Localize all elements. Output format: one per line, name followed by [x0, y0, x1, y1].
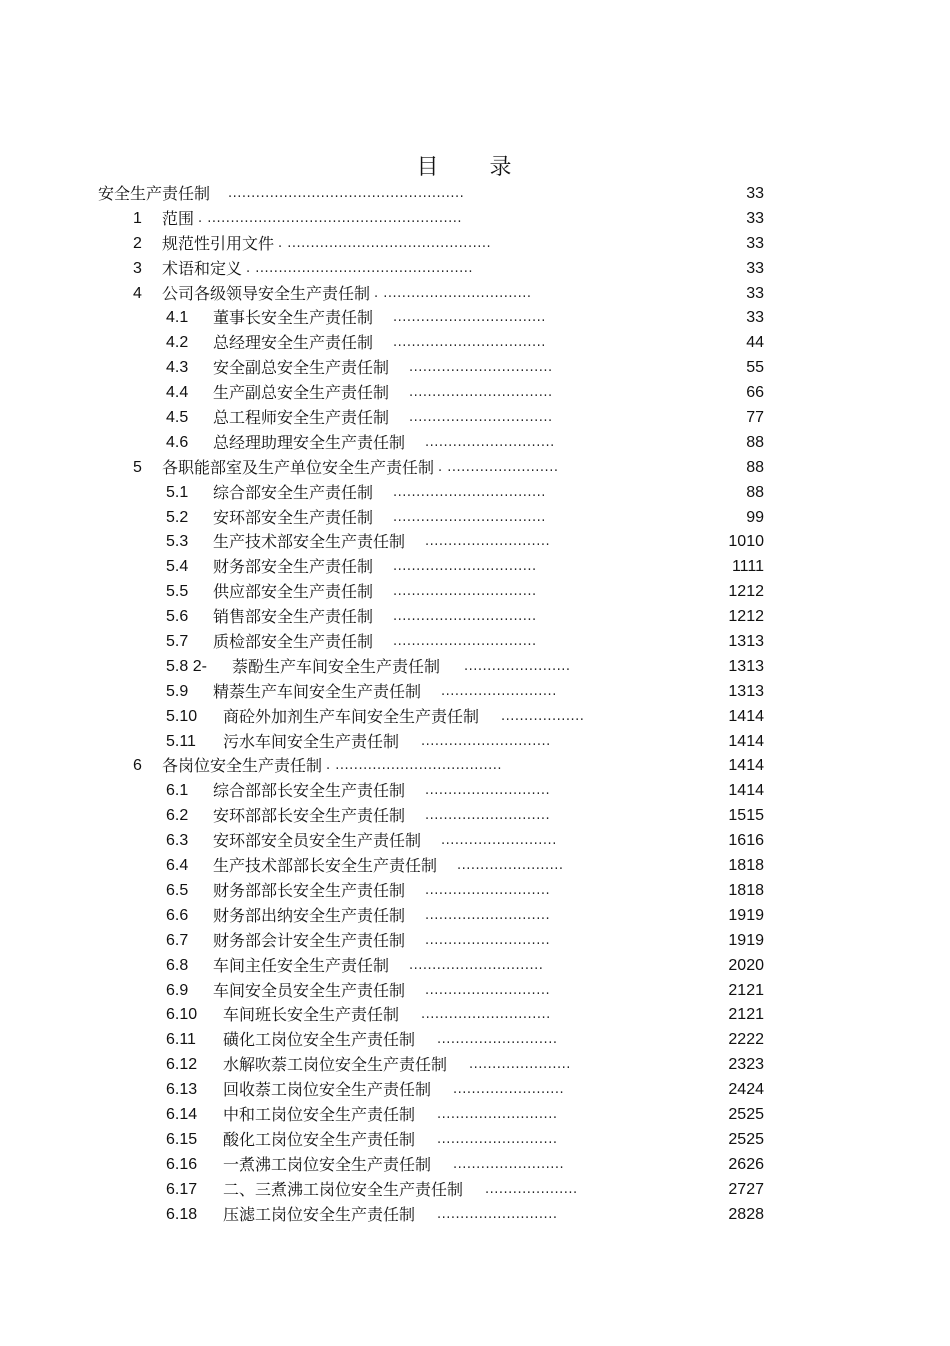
toc-entry-number: 6.14 [166, 1105, 198, 1123]
toc-entry-title: 精萘生产车间安全生产责任制 [213, 681, 422, 701]
toc-entry-page: 2626 [728, 1155, 764, 1173]
toc-entry-page: 88 [746, 433, 764, 451]
toc-entry[interactable] [0, 754, 950, 779]
toc-entry[interactable] [0, 1053, 950, 1078]
toc-entry-leader: ............................... [393, 559, 537, 575]
toc-entry-title: 中和工岗位安全生产责任制 [223, 1104, 416, 1124]
toc-entry-title: 各职能部室及生产单位安全生产责任制 [162, 457, 435, 477]
toc-entry-number: 6.11 [166, 1031, 196, 1049]
toc-entry-title: 安全生产责任制 [98, 184, 211, 203]
toc-entry-leader: ............................... [409, 410, 553, 426]
toc-entry[interactable] [0, 1028, 950, 1053]
toc-entry-number: 4 [133, 284, 142, 302]
toc-entry-number: 6.13 [166, 1081, 198, 1099]
toc-entry-number: 5.1 [166, 483, 189, 501]
toc-entry-title: 财务部出纳安全生产责任制 [213, 905, 406, 925]
toc-entry-page: 1414 [728, 707, 764, 725]
toc-entry-page: 66 [746, 384, 764, 402]
toc-entry[interactable] [0, 929, 950, 954]
toc-entry-title: 车间安全员安全生产责任制 [213, 980, 406, 1000]
toc-entry[interactable] [0, 580, 950, 605]
toc-entry-number: 5.4 [166, 558, 189, 576]
toc-entry[interactable] [0, 730, 950, 755]
toc-entry-title: 总经理安全生产责任制 [213, 333, 374, 353]
toc-entry-leader: ............................... [409, 385, 553, 401]
toc-entry[interactable] [0, 331, 950, 356]
toc-entry-page: 2828 [728, 1205, 764, 1223]
toc-entry-leader: ............................ [425, 434, 555, 450]
toc-entry-page: 33 [746, 259, 764, 277]
toc-entry-title: 各岗位安全生产责任制 [162, 756, 323, 776]
toc-entry-page: 2525 [728, 1105, 764, 1123]
page-title: 目 录 [416, 155, 534, 180]
toc-entry-leader: ........................... [425, 882, 551, 898]
toc-entry-title: 水解吹萘工岗位安全生产责任制 [223, 1055, 448, 1075]
toc-entry-title: 安全副总安全生产责任制 [213, 358, 390, 378]
toc-entry-title: 磺化工岗位安全生产责任制 [223, 1030, 416, 1050]
toc-entry-page: 1313 [728, 633, 764, 651]
toc-entry-page: 88 [746, 483, 764, 501]
toc-entry-number: 6.9 [166, 981, 189, 999]
toc-entry-page: 33 [746, 234, 764, 252]
toc-entry-number: 6.4 [166, 857, 189, 875]
toc-entry[interactable] [0, 555, 950, 580]
toc-entry-leader: ......................... [441, 683, 557, 699]
toc-entry[interactable] [0, 1203, 950, 1228]
toc-entry-page: 1818 [728, 857, 764, 875]
toc-entry-title: 财务部会计安全生产责任制 [213, 930, 406, 950]
toc-entry-page: 1515 [728, 807, 764, 825]
toc-entry-page: 2121 [728, 981, 764, 999]
toc-entry-leader: ........................... [425, 907, 551, 923]
toc-entry-title: 生产技术部安全生产责任制 [213, 532, 406, 552]
toc-entry-title: 总经理助理安全生产责任制 [213, 432, 406, 452]
toc-entry-leader: ........................... [425, 534, 551, 550]
toc-entry-title: 供应部安全生产责任制 [213, 582, 374, 602]
toc-entry-number: 5.11 [166, 732, 196, 750]
toc-entry-page: 1818 [728, 881, 764, 899]
toc-entry-title: 安环部部长安全生产责任制 [213, 806, 406, 826]
toc-entry-leader: .......................... [437, 1206, 558, 1222]
toc-list [0, 182, 950, 1227]
toc-entry-page: 2121 [728, 1006, 764, 1024]
toc-entry-page: 1919 [728, 906, 764, 924]
toc-entry-title: 一煮沸工岗位安全生产责任制 [223, 1154, 432, 1174]
toc-entry-number: 3 [133, 259, 142, 277]
toc-entry[interactable] [0, 1178, 950, 1203]
toc-entry-page: 2727 [728, 1180, 764, 1198]
toc-entry-number: 6.7 [166, 931, 189, 949]
toc-entry[interactable] [0, 232, 950, 257]
toc-entry[interactable] [0, 356, 950, 381]
toc-entry-leader: ............................ [421, 733, 551, 749]
toc-entry-number: 4.1 [166, 309, 189, 327]
toc-entry-number: 6.15 [166, 1130, 198, 1148]
toc-entry-number: 4.2 [166, 334, 189, 352]
toc-entry-number: 5.5 [166, 583, 189, 601]
toc-entry-leader: .......................... [437, 1106, 558, 1122]
toc-entry-leader: ............................... [393, 634, 537, 650]
toc-entry-number: 6.3 [166, 832, 189, 850]
toc-entry-number: 5 [133, 458, 142, 476]
toc-entry-page: 2424 [728, 1081, 764, 1099]
toc-entry-number: 6.6 [166, 906, 189, 924]
toc-entry[interactable] [0, 1078, 950, 1103]
toc-entry-title: 压滤工岗位安全生产责任制 [223, 1204, 416, 1224]
toc-entry-number: 5.3 [166, 533, 189, 551]
toc-entry-title: 公司各级领导安全生产责任制 [162, 283, 371, 303]
toc-entry[interactable] [0, 282, 950, 307]
toc-entry-leader: ............................... [393, 609, 537, 625]
toc-entry-title: 术语和定义 [162, 258, 243, 278]
toc-entry-number: 6.10 [166, 1006, 198, 1024]
toc-entry-leader: ................................. [393, 310, 546, 326]
toc-entry-title: 酸化工岗位安全生产责任制 [223, 1129, 416, 1149]
toc-entry-leader: ......................... [441, 833, 557, 849]
toc-entry-title: 规范性引用文件 [162, 233, 275, 253]
toc-entry[interactable] [0, 381, 950, 406]
toc-entry-leader: ................................. [393, 509, 546, 525]
toc-entry[interactable] [0, 257, 950, 282]
toc-entry-leader: ........................... [425, 932, 551, 948]
toc-entry-number: 4.4 [166, 384, 189, 402]
toc-entry-page: 1313 [728, 682, 764, 700]
toc-entry-title: 综合部安全生产责任制 [213, 482, 374, 502]
toc-entry[interactable] [0, 456, 950, 481]
toc-entry-leader: .......................... [437, 1032, 558, 1048]
toc-entry-title: 安环部安全生产责任制 [213, 507, 374, 527]
toc-entry[interactable] [0, 954, 950, 979]
toc-entry-leader: ............................... [409, 360, 553, 376]
toc-entry-number: 6.5 [166, 881, 189, 899]
toc-entry[interactable] [0, 207, 950, 232]
toc-entry-page: 1313 [728, 657, 764, 675]
toc-entry-leader: . ........................ [438, 459, 559, 475]
toc-entry-leader: ........................... [425, 808, 551, 824]
toc-entry[interactable] [0, 1003, 950, 1028]
toc-entry-number: 4.3 [166, 359, 189, 377]
toc-entry[interactable] [0, 1153, 950, 1178]
toc-entry-title: 综合部部长安全生产责任制 [213, 781, 406, 801]
toc-entry-number: 1 [133, 209, 142, 227]
toc-entry[interactable] [0, 406, 950, 431]
toc-entry-title: 车间班长安全生产责任制 [223, 1005, 400, 1025]
toc-entry-number: 5.7 [166, 633, 189, 651]
toc-entry-number: 6.12 [166, 1056, 198, 1074]
toc-entry-page: 1414 [728, 732, 764, 750]
toc-entry-leader: ........................ [453, 1082, 565, 1098]
toc-entry[interactable] [0, 879, 950, 904]
toc-entry-leader: ....................... [457, 858, 564, 874]
toc-entry-leader: .................. [501, 708, 585, 724]
toc-entry-leader: ................................................... [228, 186, 465, 201]
toc-entry-leader: ........................... [425, 783, 551, 799]
toc-entry-number: 2 [133, 234, 142, 252]
toc-entry-number: 6.17 [166, 1180, 198, 1198]
toc-entry[interactable] [0, 182, 950, 207]
toc-entry-page: 1919 [728, 931, 764, 949]
toc-entry[interactable] [0, 1128, 950, 1153]
toc-entry-number: 5.9 [166, 682, 189, 700]
toc-entry[interactable] [0, 605, 950, 630]
toc-entry-number: 6.1 [166, 782, 189, 800]
toc-entry-page: 33 [746, 185, 764, 202]
toc-entry-number: 6.16 [166, 1155, 198, 1173]
toc-entry-page: 2020 [728, 956, 764, 974]
toc-entry-leader: ................................. [393, 335, 546, 351]
toc-entry-title: 商砼外加剂生产车间安全生产责任制 [223, 706, 480, 726]
toc-entry-leader: ............................... [393, 584, 537, 600]
toc-entry[interactable] [0, 680, 950, 705]
toc-entry-number: 4.5 [166, 409, 189, 427]
toc-entry-page: 88 [746, 458, 764, 476]
toc-entry-number: 5.8 2- [166, 657, 207, 675]
toc-entry-leader: .......................... [437, 1131, 558, 1147]
toc-entry-number: 6.18 [166, 1205, 198, 1223]
toc-entry-number: 4.6 [166, 433, 189, 451]
toc-entry-leader: . ....................................................... [198, 210, 463, 226]
toc-entry-leader: ....................... [464, 658, 571, 674]
toc-entry-number: 5.2 [166, 508, 189, 526]
toc-entry-page: 1010 [728, 533, 764, 551]
toc-entry-number: 6.8 [166, 956, 189, 974]
toc-entry-leader: ............................ [421, 1007, 551, 1023]
toc-entry-number: 6.2 [166, 807, 189, 825]
toc-entry-page: 33 [746, 209, 764, 227]
toc-entry-title: 二、三煮沸工岗位安全生产责任制 [223, 1179, 464, 1199]
toc-entry[interactable] [0, 829, 950, 854]
toc-entry-number: 6 [133, 757, 142, 775]
toc-entry-title: 质检部安全生产责任制 [213, 632, 374, 652]
toc-entry[interactable] [0, 506, 950, 531]
toc-entry-number: 5.10 [166, 707, 198, 725]
toc-entry-leader: . ............................................ [278, 235, 492, 251]
toc-entry[interactable] [0, 904, 950, 929]
toc-entry-leader: . ................................ [374, 285, 532, 301]
toc-entry-leader: ................................. [393, 484, 546, 500]
toc-entry[interactable] [0, 705, 950, 730]
toc-entry-title: 总工程师安全生产责任制 [213, 408, 390, 428]
toc-entry-page: 2323 [728, 1056, 764, 1074]
toc-entry-page: 2525 [728, 1130, 764, 1148]
toc-entry-page: 55 [746, 359, 764, 377]
toc-entry[interactable] [0, 630, 950, 655]
toc-entry-title: 车间主任安全生产责任制 [213, 955, 390, 975]
toc-entry-title: 生产技术部部长安全生产责任制 [213, 856, 438, 876]
toc-entry[interactable] [0, 530, 950, 555]
toc-entry[interactable] [0, 655, 950, 680]
toc-entry-page: 77 [746, 409, 764, 427]
toc-entry-leader: . ............................................... [246, 260, 473, 276]
toc-entry-page: 1212 [728, 608, 764, 626]
toc-entry[interactable] [0, 306, 950, 331]
toc-entry-page: 33 [746, 309, 764, 327]
toc-entry-leader: ...................... [469, 1057, 571, 1073]
toc-entry-page: 1414 [728, 782, 764, 800]
toc-entry-page: 1212 [728, 583, 764, 601]
toc-entry-title: 回收萘工岗位安全生产责任制 [223, 1080, 432, 1100]
toc-entry-page: 99 [746, 508, 764, 526]
toc-entry-page: 1414 [728, 757, 764, 775]
toc-entry-title: 财务部安全生产责任制 [213, 557, 374, 577]
toc-entry[interactable] [0, 481, 950, 506]
toc-entry-page: 2222 [728, 1031, 764, 1049]
toc-entry[interactable] [0, 431, 950, 456]
toc-entry[interactable] [0, 1103, 950, 1128]
toc-entry-title: 董事长安全生产责任制 [213, 308, 374, 328]
toc-entry-title: 萘酚生产车间安全生产责任制 [232, 656, 441, 676]
toc-entry-leader: .................... [485, 1181, 578, 1197]
toc-entry[interactable] [0, 979, 950, 1004]
toc-entry-title: 生产副总安全生产责任制 [213, 383, 390, 403]
toc-entry[interactable] [0, 804, 950, 829]
toc-entry-leader: ........................... [425, 982, 551, 998]
toc-entry-page: 33 [746, 284, 764, 302]
toc-entry-page: 1616 [728, 832, 764, 850]
toc-entry[interactable] [0, 854, 950, 879]
toc-entry-leader: . .................................... [326, 758, 503, 774]
toc-entry-page: 1111 [731, 558, 764, 576]
toc-entry-number: 5.6 [166, 608, 189, 626]
toc-entry-title: 安环部安全员安全生产责任制 [213, 831, 422, 851]
toc-entry-title: 范围 [162, 208, 195, 228]
toc-entry-title: 财务部部长安全生产责任制 [213, 880, 406, 900]
toc-entry-title: 污水车间安全生产责任制 [223, 731, 400, 751]
toc-entry-leader: ............................. [409, 957, 544, 973]
toc-entry-leader: ........................ [453, 1156, 565, 1172]
toc-entry-page: 44 [746, 334, 764, 352]
toc-entry[interactable] [0, 779, 950, 804]
toc-entry-title: 销售部安全生产责任制 [213, 607, 374, 627]
